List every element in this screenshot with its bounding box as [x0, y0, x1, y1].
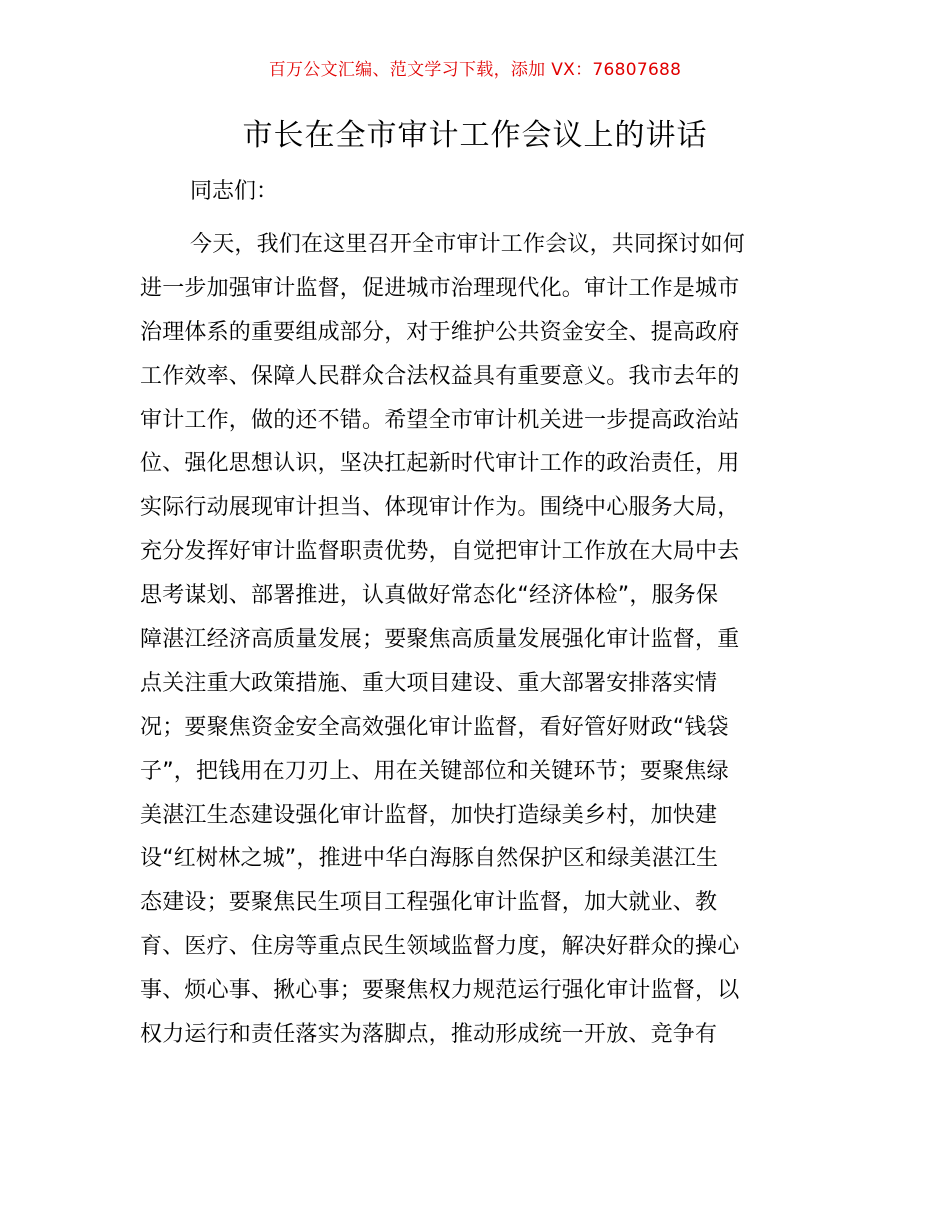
body-line: 设“红树林之城”，推进中华白海豚自然保护区和绿美湛江生 — [140, 846, 719, 872]
body-line: 充分发挥好审计监督职责优势，自觉把审计工作放在大局中去 — [140, 539, 740, 565]
body-line: 位、强化思想认识，坚决扛起新时代审计工作的政治责任，用 — [140, 451, 740, 477]
document-title: 市长在全市审计工作会议上的讲话 — [242, 118, 708, 153]
salutation: 同志们： — [190, 179, 279, 204]
body-line: 点关注重大政策措施、重大项目建设、重大部署安排落实情 — [140, 670, 718, 696]
header-promo-note: 百万公文汇编、范文学习下载，添加 VX：76807688 — [268, 60, 682, 80]
body-line: 实际行动展现审计担当、体现审计作为。围绕中心服务大局， — [140, 495, 740, 521]
body-line: 治理体系的重要组成部分，对于维护公共资金安全、提高政府 — [140, 319, 740, 345]
body-line: 审计工作，做的还不错。希望全市审计机关进一步提高政治站 — [140, 407, 740, 433]
body-line: 态建设；要聚焦民生项目工程强化审计监督，加大就业、教 — [140, 890, 718, 916]
body-line: 况；要聚焦资金安全高效强化审计监督，看好管好财政“钱袋 — [140, 714, 729, 740]
body-line: 今天，我们在这里召开全市审计工作会议，共同探讨如何 — [190, 232, 746, 257]
body-line: 子”，把钱用在刀刃上、用在关键部位和关键环节；要聚焦绿 — [140, 758, 729, 784]
body-line: 工作效率、保障人民群众合法权益具有重要意义。我市去年的 — [140, 363, 740, 389]
body-line: 事、烦心事、揪心事；要聚焦权力规范运行强化审计监督，以 — [140, 978, 740, 1004]
body-line: 思考谋划、部署推进，认真做好常态化“经济体检”，服务保 — [140, 583, 719, 609]
body-line: 美湛江生态建设强化审计监督，加快打造绿美乡村，加快建 — [140, 802, 718, 828]
body-line: 权力运行和责任落实为落脚点，推动形成统一开放、竞争有 — [140, 1022, 718, 1048]
body-line: 育、医疗、住房等重点民生领域监督力度，解决好群众的操心 — [140, 934, 740, 960]
body-line: 障湛江经济高质量发展；要聚焦高质量发展强化审计监督，重 — [140, 627, 740, 653]
body-line: 进一步加强审计监督，促进城市治理现代化。审计工作是城市 — [140, 275, 740, 301]
body-paragraph — [140, 223, 810, 1057]
